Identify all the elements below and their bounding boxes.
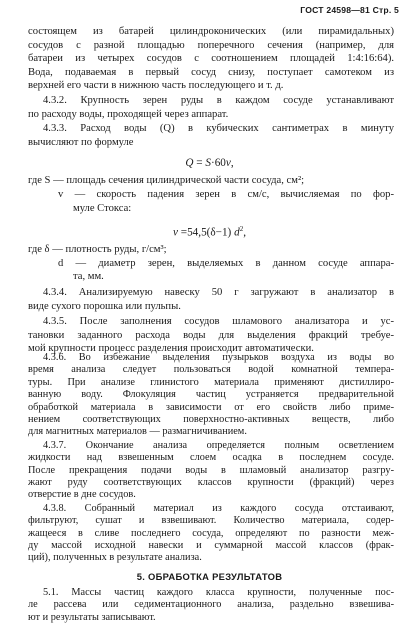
paragraph-line: 4.3.6. Во избежание выделения пузырьков воздуха из воды во [43,352,394,363]
definition-line: муле Стокса: [73,203,132,214]
paragraph-line: ду массой исходной навески и суммарной массой классов (фрак- [28,540,394,551]
paragraph-line: время анализа следует пользоваться водой комнатной темпера- [28,364,394,376]
paragraph-line: верхней его части в нижнюю часть последующего и т. д. [28,80,284,91]
paragraph-line: отверстие в дне сосудов. [28,489,136,501]
paragraph-line: жают руду соответствующих классов крупности (фракций) через [28,477,394,488]
definition-line: d — диаметр зерен, выделяемых в данном сосуде аппара- [58,258,394,269]
formula-stokes: v =54,5(δ−1) $d^2$, [173,225,246,239]
definition-line: где S — площадь сечения цилиндрической части сосуда, см²; [28,175,305,186]
page-header: ГОСТ 24598—81 Стр. 5 [300,5,399,15]
paragraph-line: виде сухого порошка или пульпы. [28,301,181,312]
formula-flow-rate: Q = S·60v, [185,157,234,169]
paragraph-line: по расходу воды, проходящей через аппарат. [28,109,229,120]
paragraph-line: 4.3.2. Крупность зерен руды в каждом сосуде устанавливают [43,95,394,106]
definition-line: та, мм. [73,271,104,282]
paragraph-line: обработкой материала в зависимости от его свойств либо приме- [28,401,394,413]
paragraph-line: ванную воду. Флокуляция частиц устраняется предварительной [28,389,394,401]
paragraph-line: мой крупности процесс разделения происходит автоматически. [28,343,314,354]
section-heading: 5. ОБРАБОТКА РЕЗУЛЬТАТОВ [136,570,283,582]
paragraph-line: состоящем из батарей цилиндроконических (или пирамидальных) [28,26,394,37]
definition-line: v — скорость падения зерен в см/с, вычисляемая по фор- [58,189,394,200]
paragraph-line: После прекращения подачи воды в шламовый анализатор разгру- [28,464,394,476]
paragraph-line: ют и результаты записывают. [28,611,156,623]
paragraph-line: 4.3.4. Анализируемую навеску 50 г загружают в анализатор в [43,287,394,298]
paragraph-line: Вода, подаваемая в первый сосуд снизу, поступает самотеком из [28,67,394,78]
paragraph-line: для магнитных материалов — размагничиванием. [28,426,247,438]
paragraph-line: жащееся в сливе последнего сосуда, определяют по разности меж- [28,527,394,539]
paragraph-line: 4.3.8. Собранный материал из каждого сосуда отстаивают, [43,502,394,514]
paragraph-line: 4.3.3. Расход воды (Q) в кубических сантиметрах в минуту [43,123,394,134]
paragraph-line: нением соответствующих поверхностно-активных веществ, либо [28,414,394,425]
paragraph-line: 4.3.7. Окончание анализа определяется полным осветлением [43,439,394,451]
paragraph-line: жидкости над взвешенным слоем осадка в последнем сосуде. [28,452,394,464]
paragraph-line: батареи из четырех сосудов с соотношением площадей 1:4:16:64). [28,53,394,64]
definition-line: где δ — плотность руды, г/см³; [28,244,167,255]
paragraph-line: сосудов с разной площадью поперечного сечения (например, для [28,40,394,51]
paragraph-line: тановки заданного расхода воды для выделения фракций требуе- [28,330,394,341]
paragraph-line: фильтруют, сушат и взвешивают. Количество материала, содер- [28,515,394,527]
paragraph-line: 4.3.5. После заполнения сосудов шламового анализатора и ус- [43,316,394,327]
paragraph-line: ций), полученных в результате анализа. [28,552,202,564]
paragraph-line: 5.1. Массы частиц каждого класса крупности, полученные пос- [43,586,394,598]
paragraph-line: вычисляют по формуле [28,137,134,148]
paragraph-line: ле рассева или седиментационного анализа, раздельно взвешива- [28,599,394,611]
paragraph-line: туры. При анализе глинистого материала применяют дистиллиро- [28,376,394,388]
